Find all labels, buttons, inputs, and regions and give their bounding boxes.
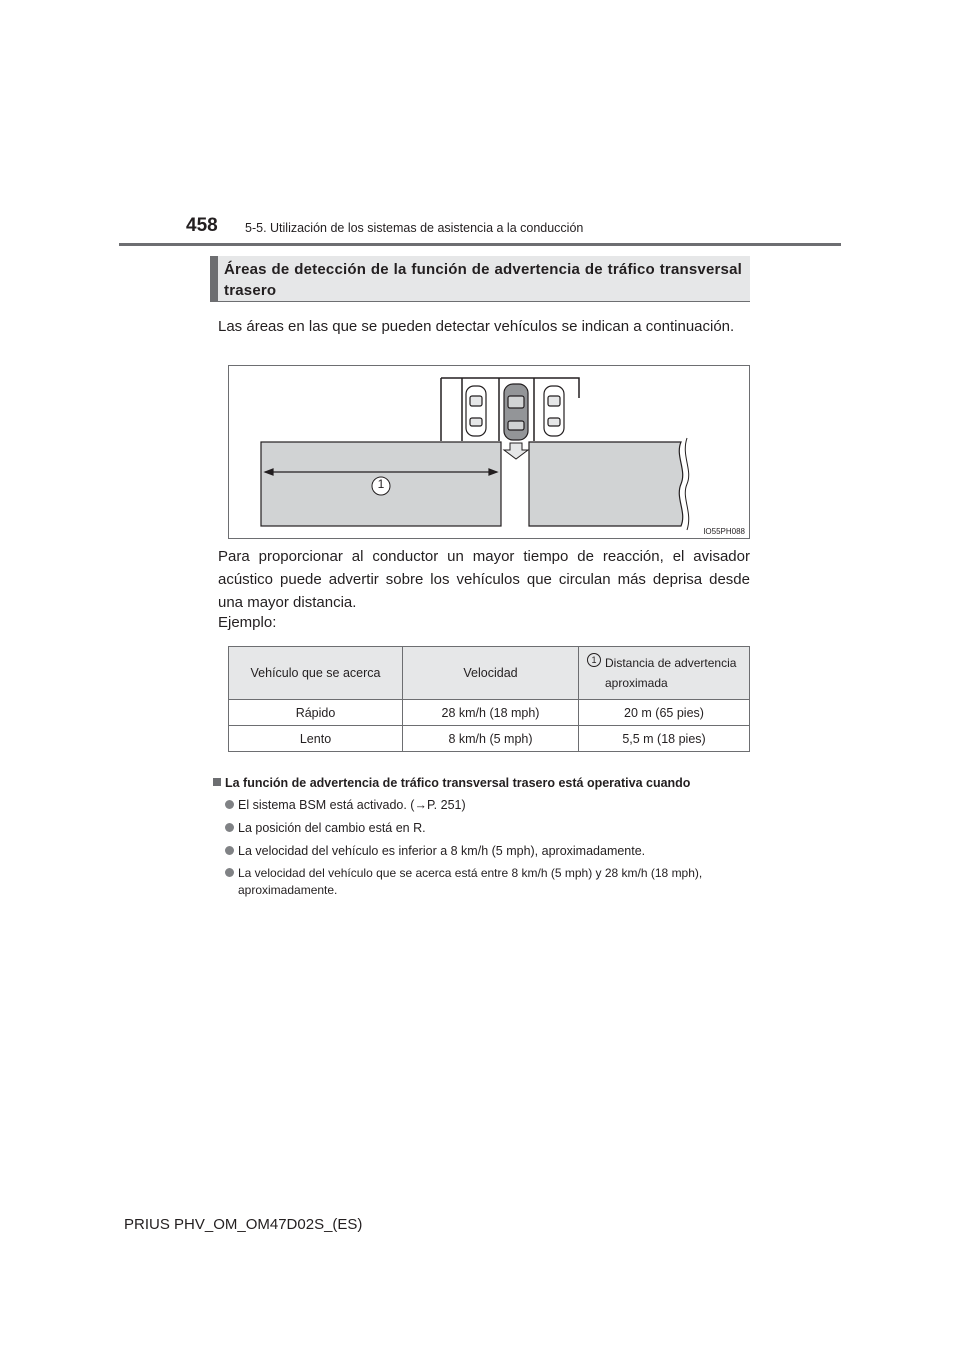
detection-area-figure — [228, 365, 750, 539]
table-header-row — [229, 647, 750, 700]
condition-item — [225, 797, 768, 814]
table-header-vehicle: Vehículo que se acerca — [229, 647, 403, 700]
condition-text: El sistema BSM está activado. (→P. 251) — [238, 798, 466, 812]
distance-callout-badge: 1 — [587, 653, 601, 667]
parked-car-right — [544, 386, 564, 436]
intro-paragraph: Las áreas en las que se pueden detectar vehículos se indican a continuación. — [218, 318, 735, 335]
figure-code: IO55PH088 — [703, 527, 745, 536]
condition-text: La posición del cambio está en R. — [238, 821, 426, 835]
reverse-arrow-icon — [504, 443, 528, 459]
condition-item — [225, 843, 768, 860]
condition-text: La velocidad del vehículo que se acerca está entre 8 km/h (5 mph) y 28 km/h (18 mph), aproximadamente. — [238, 866, 703, 897]
reversing-car — [504, 384, 528, 440]
bullet-icon — [225, 846, 234, 855]
detection-area-illustration — [229, 366, 751, 540]
condition-text: La velocidad del vehículo es inferior a 8 km/h (5 mph), aproximadamente. — [238, 844, 646, 858]
header-rule — [119, 243, 841, 246]
table-cell: 28 km/h (18 mph) — [403, 700, 579, 726]
table-cell: Rápido — [229, 700, 403, 726]
condition-item — [225, 820, 768, 837]
table-row — [229, 700, 750, 726]
table-row — [229, 726, 750, 752]
example-label: Ejemplo: — [218, 614, 277, 631]
table-cell: 5,5 m (18 pies) — [579, 726, 750, 752]
header-section-title: 5-5. Utilización de los sistemas de asistencia a la conducción — [245, 221, 584, 235]
parked-car-left — [466, 386, 486, 436]
section-heading: Áreas de detección de la función de advertencia de tráfico transversal trasero — [224, 261, 742, 299]
table-header-speed: Velocidad — [403, 647, 579, 700]
table-cell: 20 m (65 pies) — [579, 700, 750, 726]
section-heading-box — [210, 256, 750, 302]
bullet-icon — [225, 800, 234, 809]
detection-area-right — [529, 442, 683, 526]
distance-callout: 1 — [377, 477, 385, 491]
conditions-heading — [213, 776, 690, 790]
bullet-icon — [225, 868, 234, 877]
reaction-time-paragraph: Para proporcionar al conductor un mayor tiempo de reacción, el avisador acústico puede advertir sobre los vehículos que circulan más deprisa desde una mayor distancia. — [218, 548, 750, 611]
table-cell: 8 km/h (5 mph) — [403, 726, 579, 752]
condition-item — [225, 865, 768, 899]
table-cell: Lento — [229, 726, 403, 752]
example-table — [228, 646, 750, 752]
footer-doc-id: PRIUS PHV_OM_OM47D02S_(ES) — [124, 1216, 363, 1233]
table-header-distance-label: Distancia de advertencia aproximada — [605, 656, 737, 690]
table-header-distance — [579, 647, 750, 700]
square-bullet-icon — [213, 778, 221, 786]
conditions-heading-text: La función de advertencia de tráfico transversal trasero está operativa cuando — [225, 776, 691, 790]
bullet-icon — [225, 823, 234, 832]
page-number: 458 — [186, 215, 218, 236]
